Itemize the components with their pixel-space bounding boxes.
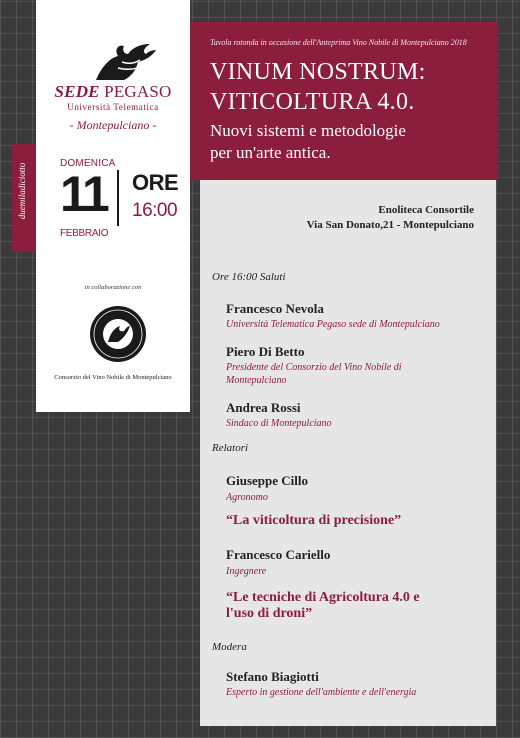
day-name: DOMENICA (60, 158, 116, 169)
greetings-heading: Ore 16:00 Saluti (212, 271, 286, 283)
event-title-line-2: VITICOLTURA 4.0. (210, 89, 415, 115)
speaker-name: Francesco Nevola (226, 301, 324, 316)
speakers-heading: Relatori (212, 442, 249, 454)
event-subtitle-line-2: per un'arte antica. (210, 143, 331, 162)
time-value: 16:00 (132, 200, 178, 221)
day-number: 11 (60, 166, 107, 222)
speaker-role: Sindaco di Montepulciano (226, 418, 332, 429)
speaker-name: Piero Di Betto (226, 344, 305, 359)
venue-name: Enoliteca Consortile (378, 204, 474, 216)
speaker-name: Francesco Cariello (226, 547, 331, 562)
moderator-heading: Modera (212, 641, 247, 653)
brand-name (36, 82, 190, 102)
event-intro: Tavola rotonda in occasione dell'Anteprima Vino Nobile di Montepulciano 2018 (210, 38, 467, 47)
collaboration-label: in collaborazione con (84, 284, 142, 291)
venue-address: Via San Donato,21 - Montepulciano (306, 219, 474, 231)
brand-name-bold: SEDE (54, 82, 100, 101)
date-divider (117, 170, 119, 226)
consorzio-seal-icon (88, 304, 148, 364)
partner-name: Consorzio del Vino Nobile di Montepulciano (54, 374, 172, 381)
speaker-role-continued: Montepulciano (226, 375, 287, 386)
speaker-role: Ingegnere (226, 566, 267, 577)
speaker-name: Andrea Rossi (226, 400, 301, 415)
moderator-name: Stefano Biagiotti (226, 669, 319, 684)
speaker-role: Presidente del Consorzio del Vino Nobile di (226, 362, 402, 373)
speaker-role: Università Telematica Pegaso sede di Montepulciano (226, 319, 440, 330)
university-name: Università Telematica (67, 102, 159, 112)
talk-title-continued: l'uso di droni” (226, 606, 313, 621)
year-label: duemiladiciotto (17, 162, 27, 220)
moderator-role: Esperto in gestione dell'ambiente e dell'energia (226, 687, 417, 698)
speaker-role: Agronomo (226, 492, 268, 503)
talk-title: “La viticoltura di precisione” (226, 513, 402, 528)
brand-name-light: PEGASO (104, 82, 172, 101)
talk-title: “Le tecniche di Agricoltura 4.0 e (226, 590, 420, 605)
speaker-name: Giuseppe Cillo (226, 473, 308, 488)
month-name: FEBBRAIO (60, 228, 109, 239)
event-title-line-1: VINUM NOSTRUM: (210, 59, 426, 85)
pegasus-logo-icon (92, 42, 158, 84)
event-subtitle-line-1: Nuovi sistemi e metodologie (210, 121, 406, 140)
time-label: ORE (132, 170, 179, 195)
location-name: - Montepulciano - (69, 118, 157, 132)
